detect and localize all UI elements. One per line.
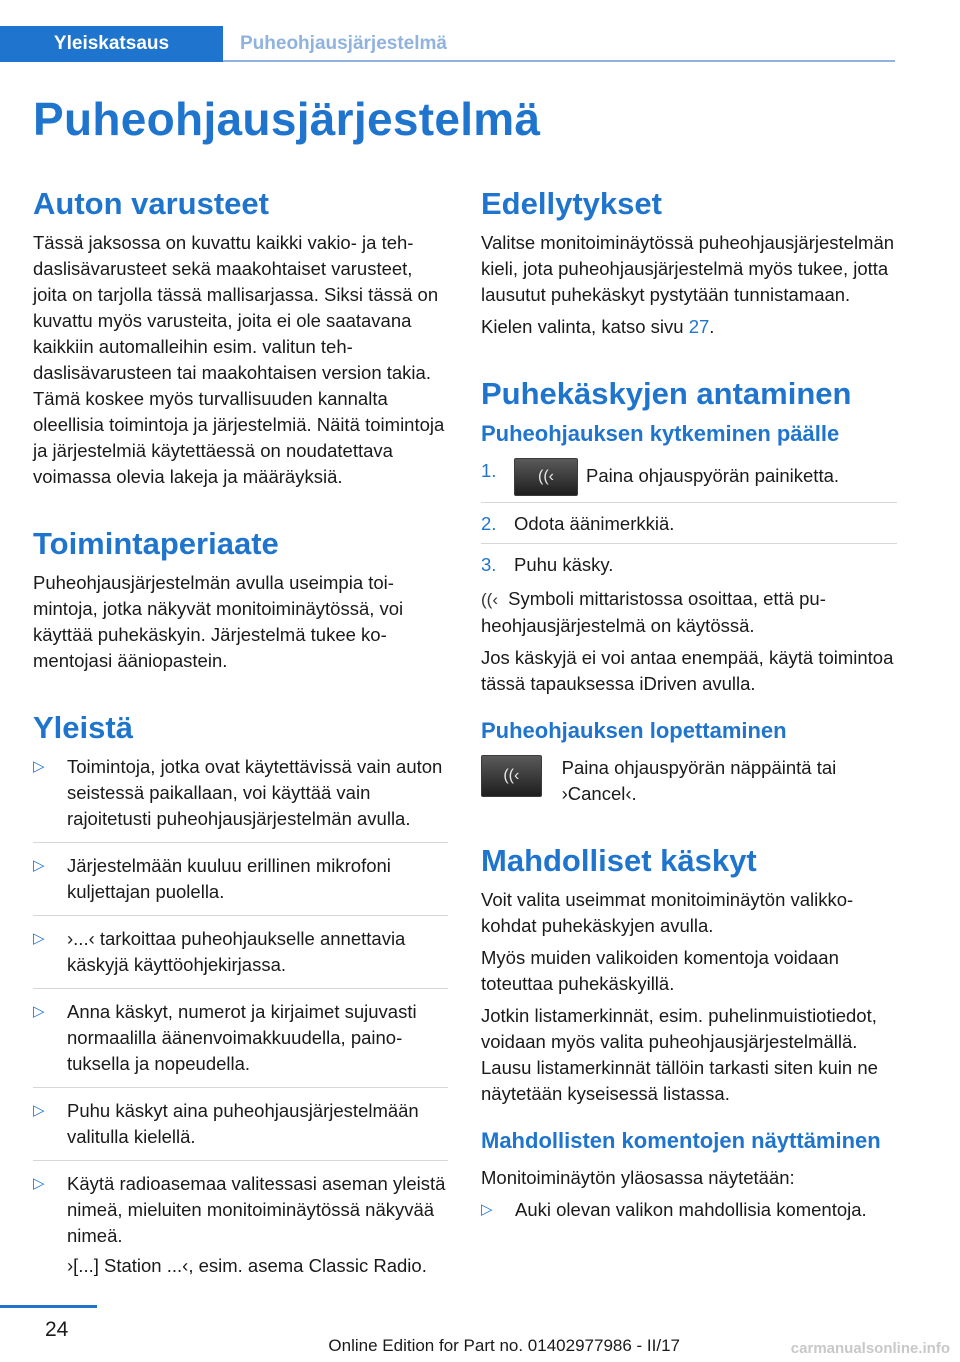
activation-steps: [481, 458, 897, 578]
section-title-principle: Toimintaperiaate: [33, 526, 279, 561]
station-example: ›[...] Station ...‹, esim. asema Classic Radio.: [67, 1255, 427, 1276]
step-item: 3. Puhu käsky.: [481, 554, 614, 575]
footer-divider: [0, 1305, 97, 1308]
right-column: [481, 186, 897, 1233]
page-link[interactable]: 27: [688, 316, 710, 337]
principle-text: Puheohjausjärjestelmän avulla useimpia toimintoja, jotka näkyvät monitoiminäytössä, voi käyttää puhekäskyin. Järjestelmä tukee komentojasi ääniopastein.: [33, 572, 404, 671]
triangle-bullet-icon: ▷: [33, 1102, 45, 1119]
list-item: ▷ Auki olevan valikon mahdollisia komentoja.: [481, 1197, 897, 1223]
requirements-text: Valitse monitoiminäytössä puheohjausjärjestelmän kieli, jota puheohjausjärjestelmä myös tukee, jotta lausutut puhekäskyt pystytään tunnistamaan.: [481, 232, 895, 305]
triangle-bullet-icon: ▷: [33, 1175, 45, 1192]
triangle-bullet-icon: ▷: [33, 857, 45, 874]
header-divider: [223, 60, 895, 62]
edition-text: Online Edition for Part no. 01402977986 - II/17: [328, 1336, 680, 1355]
symbol-text: ((‹ Symboli mittaristossa osoittaa, että puheohjausjärjestelmä on käytössä.: [481, 588, 826, 636]
show-commands-list: [481, 1197, 897, 1223]
list-item: ▷ Käytä radioasemaa valitessasi aseman yleistä nimeä, mieluiten monitoiminäytössä näkyvää nimeä. ›[...] Station ...‹, esim. asema Classic Radio.: [33, 1171, 448, 1279]
step-item: 1. ((‹ Paina ohjauspyörän painiketta.: [481, 458, 897, 496]
subsection-title-activate: Puheohjauksen kytkeminen päälle: [481, 421, 840, 446]
show-commands-text: Monitoiminäytön yläosassa näytetään:: [481, 1167, 795, 1188]
language-reference: Kielen valinta, katso sivu 27.: [481, 316, 715, 337]
page-number: 24: [45, 1318, 69, 1341]
page-header: [0, 0, 895, 62]
list-item: ▷ Toimintoja, jotka ovat käytettävissä vain auton seistessä paikallaan, voi käyttää vain rajoitetusti puheohjausjärjestelmän avulla.: [33, 756, 443, 829]
list-item: ▷ ›...‹ tarkoittaa puheohjaukselle annettavia käskyjä käyttöohjekirjassa.: [33, 928, 406, 975]
triangle-bullet-icon: ▷: [33, 1003, 45, 1020]
commands-text-3: Jotkin listamerkinnät, esim. puhelinmuistiotiedot, voidaan myös valita puheohjausjärjestelmällä. Lausu listamerkinnät tällöin tarkasti siten kuin ne näytetään kyseisessä listassa.: [481, 1005, 878, 1104]
commands-text-2: Myös muiden valikoiden komentoja voidaan toteuttaa puhekäskyillä.: [481, 947, 839, 994]
section-title-general: Yleistä: [33, 710, 133, 745]
list-item: ▷ Anna käskyt, numerot ja kirjaimet sujuvasti normaalilla äänenvoimakkuudella, painotuksella ja nopeudella.: [33, 1001, 417, 1074]
voice-control-button-icon: ((‹: [481, 755, 542, 797]
triangle-bullet-icon: ▷: [33, 758, 45, 775]
stop-instruction: [481, 755, 897, 813]
voice-control-button-icon: ((‹: [514, 458, 578, 496]
section-title-possible-commands: Mahdolliset käskyt: [481, 843, 757, 878]
left-column: [33, 186, 448, 1289]
general-list: [33, 754, 448, 1279]
voice-symbol-icon: ((‹: [481, 590, 498, 609]
stop-text: Paina ohjauspyörän näppäintä tai ›Cancel‹.: [561, 757, 837, 804]
step-item: 2. Odota äänimerkkiä.: [481, 513, 675, 534]
page-title: Puheohjausjärjestelmä: [33, 93, 541, 145]
watermark: carmanualsonline.info: [790, 1340, 950, 1357]
subsection-title-show-commands: Mahdollisten komentojen näyttäminen: [481, 1128, 881, 1153]
section-title-giving-commands: Puhekäskyjen antaminen: [481, 376, 852, 411]
triangle-bullet-icon: ▷: [33, 930, 45, 947]
equipment-text: Tässä jaksossa on kuvattu kaikki vakio- ja tehdaslisävarusteet sekä maakohtaiset varusteet, joita on tarjolla tässä mallisarjassa. Siksi tässä on kuvattu myös varusteita, joita ei ole saatavana kaikkiin automalleihin esim. valitun tehdaslisävarusteen tai maakohtaisen version takia. Tämä koskee myös turvallisuuden kannalta oleellisia toimintoja ja järjestelmiä. Näitä toimintoja ja järjestelmiä käytettäessä on noudatettava voimassa olevia lakeja ja määräyksiä.: [33, 232, 445, 487]
tab-voice-control[interactable]: Puheohjausjärjestelmä: [240, 33, 447, 54]
subsection-title-stop: Puheohjauksen lopettaminen: [481, 718, 787, 743]
section-title-requirements: Edellytykset: [481, 186, 662, 221]
idrive-text: Jos käskyjä ei voi antaa enempää, käytä toimintoa tässä tapauksessa iDriven avulla.: [481, 647, 894, 694]
commands-text-1: Voit valita useimmat monitoiminäytön valikkokohdat puhekäskyjen avulla.: [481, 889, 854, 936]
tab-overview[interactable]: Yleiskatsaus: [0, 26, 223, 62]
list-item: ▷ Järjestelmään kuuluu erillinen mikrofoni kuljettajan puolella.: [33, 855, 391, 902]
triangle-bullet-icon: ▷: [481, 1201, 493, 1218]
section-title-equipment: Auton varusteet: [33, 186, 269, 221]
list-item: ▷ Puhu käskyt aina puheohjausjärjestelmään valitulla kielellä.: [33, 1100, 419, 1147]
